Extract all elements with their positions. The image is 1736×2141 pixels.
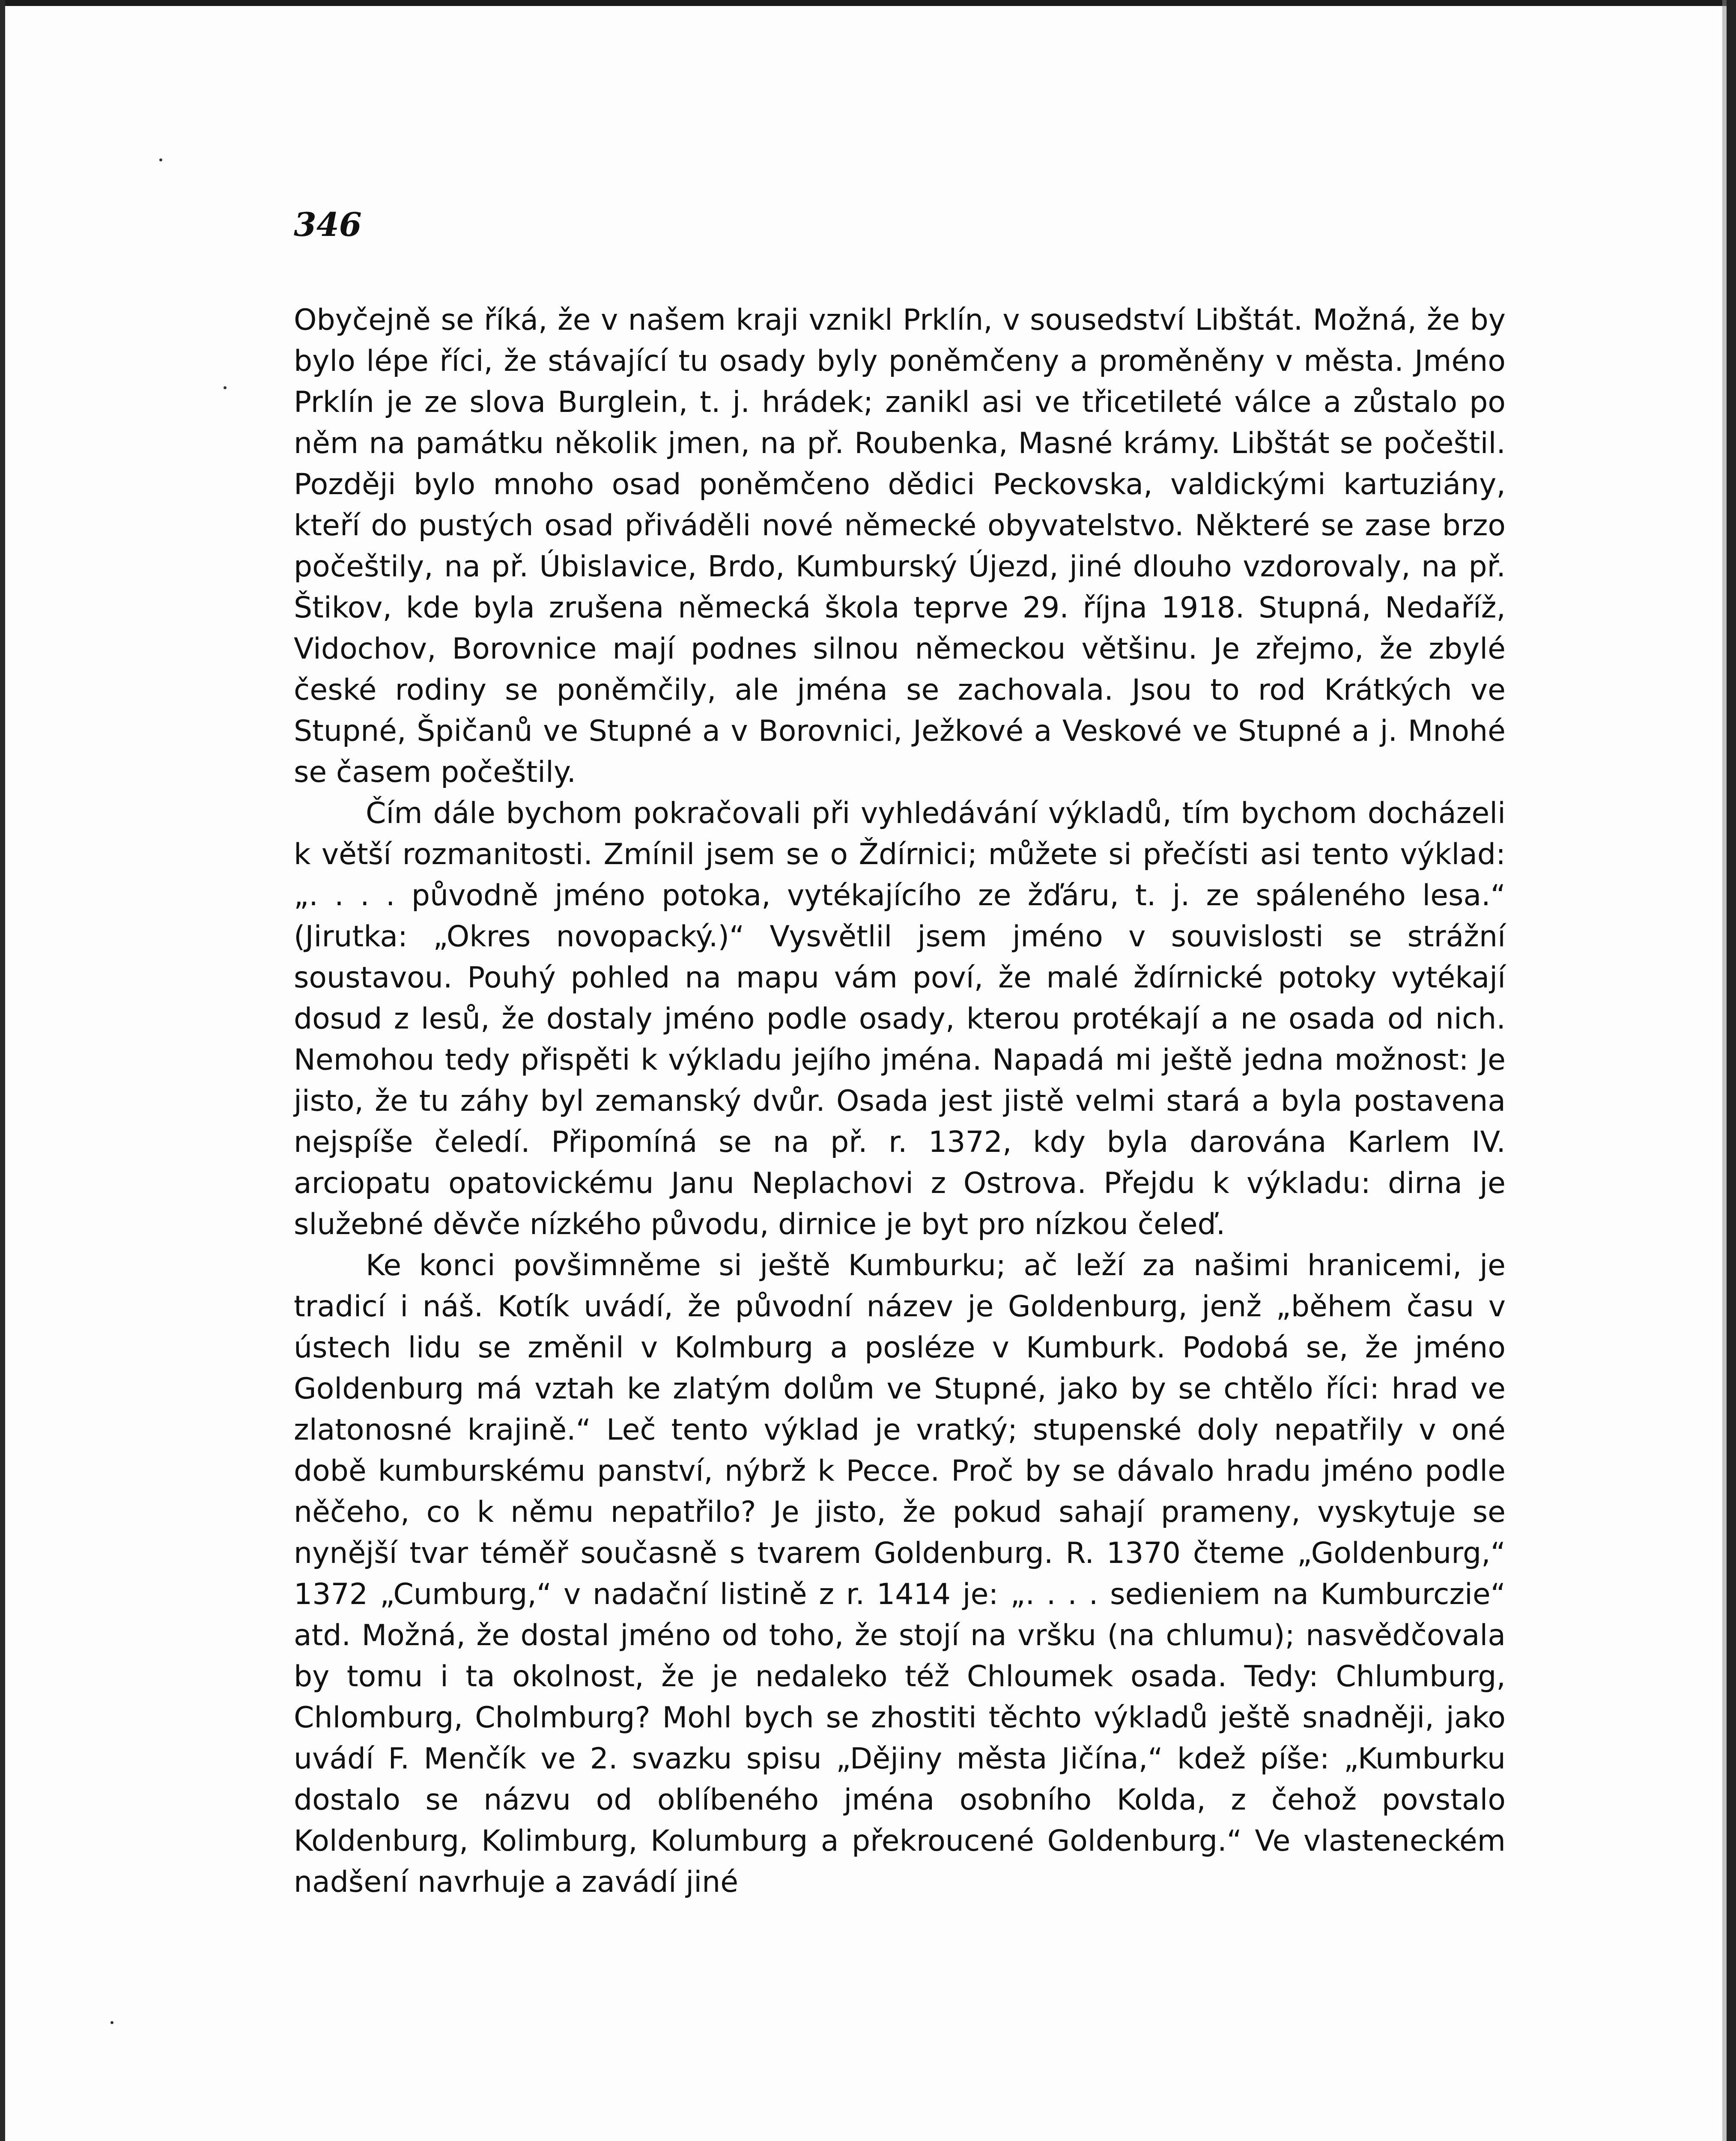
scan-edge-right-shadow xyxy=(1722,0,1727,2141)
scan-edge-right xyxy=(1727,0,1736,2141)
page-number: 346 xyxy=(294,206,362,244)
paragraph: Čím dále bychom pokračovali při vyhledávání výkladů, tím bychom docházeli k větší rozmanitosti. Zmínil jsem se o Ždírnici; můžete si přečísti asi tento výklad: „. . . . původně jméno potoka, vytékajícího ze žďáru, t. j. ze spáleného lesa.“ (Jirutka: „Okres novopacký.)“ Vysvětlil jsem jméno v souvislosti se strážní soustavou. Pouhý pohled na mapu vám poví, že malé ždírnické potoky vytékají dosud z lesů, že dostaly jméno podle osady, kterou protékají a ne osada od nich. Nemohou tedy přispěti k výkladu jejího jména. Napadá mi ještě jedna možnost: Je jisto, že tu záhy byl zemanský dvůr. Osada jest jistě velmi stará a byla postavena nejspíše čeledí. Připomíná se na př. r. 1372, kdy byla darována Karlem IV. arciopatu opatovickému Janu Neplachovi z Ostrova. Přejdu k výkladu: dirna je služebné děvče nízkého původu, dirnice je byt pro nízkou čeleď. xyxy=(294,796,1506,1241)
body-text xyxy=(294,300,1506,1903)
paragraph: Obyčejně se říká, že v našem kraji vznikl Prklín, v sousedství Libštát. Možná, že by bylo lépe říci, že stávající tu osady byly poněmčeny a proměněny v města. Jméno Prklín je ze slova Burglein, t. j. hrádek; zanikl asi ve třicetileté válce a zůstalo po něm na památku několik jmen, na př. Roubenka, Masné krámy. Libštát se počeštil. Později bylo mnoho osad poněmčeno dědici Peckovska, valdickými kartuziány, kteří do pustých osad přiváděli nové německé obyvatelstvo. Některé se zase brzo počeštily, na př. Úbislavice, Brdo, Kumburský Újezd, jiné dlouho vzdorovaly, na př. Štikov, kde byla zrušena německá škola teprve 29. října 1918. Stupná, Nedaříž, Vidochov, Borovnice mají podnes silnou německou většinu. Je zřejmo, že zbylé české rodiny se poněmčily, ale jména se zachovala. Jsou to rod Krátkých ve Stupné, Špičanů ve Stupné a v Borovnici, Ježkové a Veskové ve Stupné a j. Mnohé se časem počeštily. xyxy=(294,303,1506,789)
scan-speck xyxy=(224,386,227,389)
scan-edge-top xyxy=(0,0,1736,6)
scan-edge-left xyxy=(0,0,5,2141)
scan-speck xyxy=(159,158,162,161)
scan-speck xyxy=(110,2021,113,2024)
paragraph: Ke konci povšimněme si ještě Kumburku; ač leží za našimi hranicemi, je tradicí i náš. Kotík uvádí, že původní název je Goldenburg, jenž „během času v ústech lidu se změnil v Kolmburg a posléze v Kumburk. Podobá se, že jméno Goldenburg má vztah ke zlatým dolům ve Stupné, jako by se chtělo říci: hrad ve zlatonosné krajině.“ Leč tento výklad je vratký; stupenské doly nepatřily v oné době kumburskému panství, nýbrž k Pecce. Proč by se dávalo hradu jméno podle něčeho, co k němu nepatřilo? Je jisto, že pokud sahají prameny, vyskytuje se nynější tvar téměř současně s tvarem Goldenburg. R. 1370 čteme „Goldenburg,“ 1372 „Cumburg,“ v nadační listině z r. 1414 je: „. . . . sedieniem na Kumburczie“ atd. Možná, že dostal jméno od toho, že stojí na vršku (na chlumu); nasvědčovala by tomu i ta okolnost, že je nedaleko též Chloumek osada. Tedy: Chlumburg, Chlomburg, Cholmburg? Mohl bych se zhostiti těchto výkladů ještě snadněji, jako uvádí F. Menčík ve 2. svazku spisu „Dějiny města Jičína,“ kdež píše: „Kumburku dostalo se názvu od oblíbeného jména osobního Kolda, z čehož povstalo Koldenburg, Kolimburg, Kolumburg a překroucené Goldenburg.“ Ve vlasteneckém nadšení navrhuje a zavádí jiné xyxy=(294,1249,1506,1899)
